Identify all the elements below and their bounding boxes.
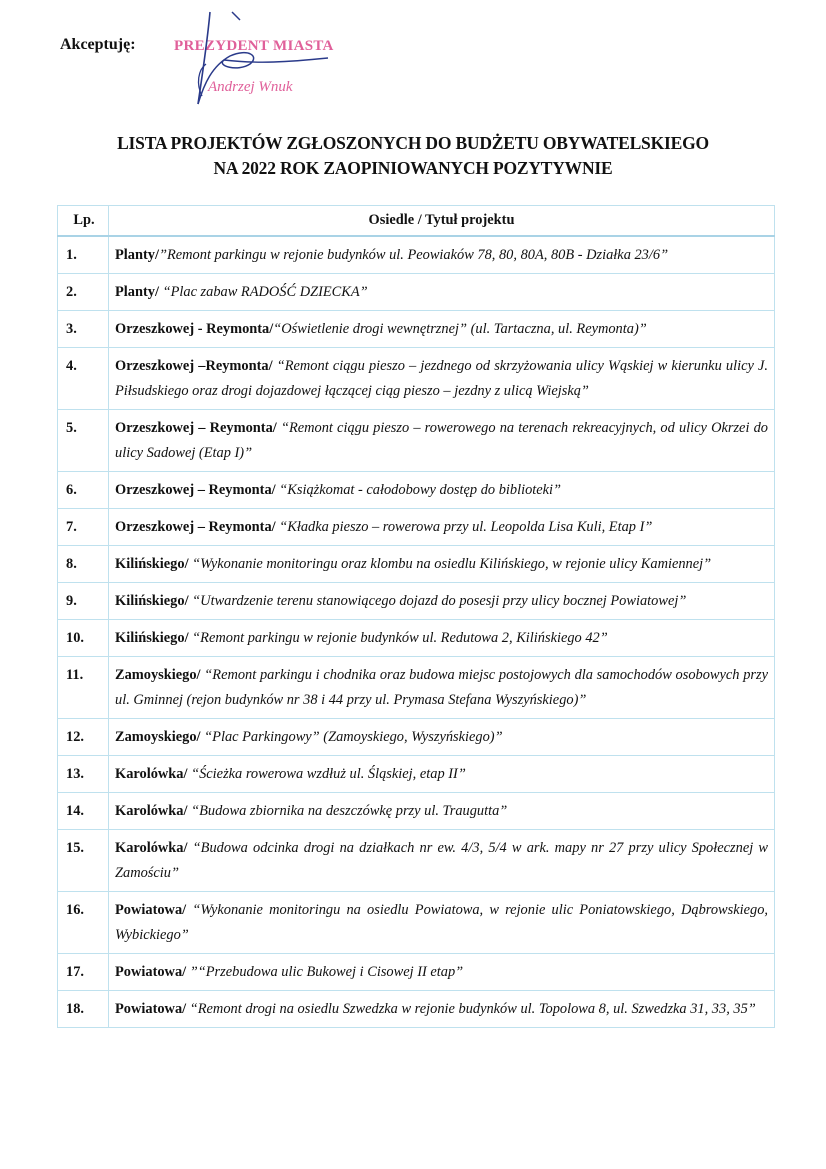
estate-name: Planty/ [115,284,159,300]
table-row [58,991,775,1028]
mayor-stamp [168,4,368,114]
row-description [109,756,775,793]
row-description [109,830,775,892]
row-description [109,583,775,620]
table-row [58,410,775,472]
row-number: 18. [58,991,109,1028]
estate-name: Kilińskiego/ [115,630,189,646]
estate-name: Orzeszkowej –Reymonta/ [115,358,273,374]
stamp-name: Andrzej Wnuk [208,79,293,95]
project-title: “Budowa zbiornika na deszczówkę przy ul. Traugutta” [187,803,508,819]
project-title: “Książkomat - całodobowy dostęp do biblioteki” [275,482,562,498]
table-body [58,236,775,1028]
row-number: 17. [58,954,109,991]
row-description [109,657,775,719]
project-title: “Remont ciągu pieszo – rowerowego na terenach rekreacyjnych, od ulicy Okrzei do ulicy Sadowej (Etap I)” [115,420,768,461]
row-number: 13. [58,756,109,793]
row-description [109,546,775,583]
estate-name: Karolówka/ [115,766,188,782]
row-number: 9. [58,583,109,620]
table-row [58,657,775,719]
row-number: 5. [58,410,109,472]
table-row [58,954,775,991]
estate-name: Powiatowa/ [115,1001,187,1017]
header-lp: Lp. [58,206,109,237]
project-title: “Plac Parkingowy” (Zamoyskiego, Wyszyńskiego)” [200,729,503,745]
project-title: “Remont drogi na osiedlu Szwedzka w rejonie budynków ul. Topolowa 8, ul. Szwedzka 31, 33, 35” [186,1001,756,1017]
document-title-line1: LISTA PROJEKTÓW ZGŁOSZONYCH DO BUDŻETU OBYWATELSKIEGO [117,133,709,153]
table-row [58,274,775,311]
project-title: “Wykonanie monitoringu na osiedlu Powiatowa, w rejonie ulic Poniatowskiego, Dąbrowskiego, Wybickiego” [115,902,768,943]
estate-name: Planty/ [115,247,159,263]
project-title: “Kładka pieszo – rowerowa przy ul. Leopolda Lisa Kuli, Etap I” [275,519,653,535]
table-row [58,583,775,620]
row-number: 8. [58,546,109,583]
row-description [109,472,775,509]
stamp-title: PREZYDENT MIASTA [174,38,334,54]
project-title: ”Remont parkingu w rejonie budynków ul. Peowiaków 78, 80, 80A, 80B - Działka 23/6” [158,247,669,263]
project-title: “Utwardzenie terenu stanowiącego dojazd do posesji przy ulicy bocznej Powiatowej” [188,593,687,609]
row-description [109,236,775,274]
estate-name: Kilińskiego/ [115,593,189,609]
table-row [58,793,775,830]
table-row [58,472,775,509]
estate-name: Orzeszkowej – Reymonta/ [115,420,277,436]
row-description [109,793,775,830]
estate-name: Powiatowa/ [115,902,187,918]
row-description [109,410,775,472]
row-description [109,991,775,1028]
approval-label: Akceptuję: [60,36,136,53]
project-title: “Remont parkingu w rejonie budynków ul. Redutowa 2, Kilińskiego 42” [188,630,608,646]
table-row [58,311,775,348]
table-row [58,756,775,793]
row-description [109,954,775,991]
project-title: “Ścieżka rowerowa wzdłuż ul. Śląskiej, etap II” [187,766,466,782]
estate-name: Orzeszkowej - Reymonta/ [115,321,274,337]
table-row [58,236,775,274]
table-row [58,348,775,410]
header-estate-title: Osiedle / Tytuł projektu [109,206,775,237]
row-number: 14. [58,793,109,830]
table-row [58,719,775,756]
row-number: 1. [58,236,109,274]
handwritten-signature [168,4,368,114]
row-number: 3. [58,311,109,348]
row-description [109,348,775,410]
document-title-line2: NA 2022 ROK ZAOPINIOWANYCH POZYTYWNIE [213,158,613,178]
row-number: 2. [58,274,109,311]
row-number: 16. [58,892,109,954]
estate-name: Karolówka/ [115,840,188,856]
row-number: 15. [58,830,109,892]
table-header-row [58,206,775,237]
projects-table [57,205,775,1028]
row-number: 10. [58,620,109,657]
table-row [58,546,775,583]
project-title: “Oświetlenie drogi wewnętrznej” (ul. Tartaczna, ul. Reymonta)” [273,321,647,337]
table-row [58,509,775,546]
estate-name: Zamoyskiego/ [115,667,201,683]
row-number: 11. [58,657,109,719]
row-description [109,311,775,348]
row-number: 6. [58,472,109,509]
project-title: “Wykonanie monitoringu oraz klombu na osiedlu Kilińskiego, w rejonie ulicy Kamiennej” [188,556,712,572]
estate-name: Powiatowa/ [115,964,187,980]
table-row [58,830,775,892]
row-description [109,719,775,756]
estate-name: Zamoyskiego/ [115,729,201,745]
row-number: 7. [58,509,109,546]
estate-name: Orzeszkowej – Reymonta/ [115,482,276,498]
project-title: “Remont parkingu i chodnika oraz budowa miejsc postojowych dla samochodów osobowych przy ul. Gminnej (rejon budynków nr 38 i 44 przy ul. Prymasa Stefana Wyszyńskiego)” [115,667,768,708]
row-number: 12. [58,719,109,756]
table-row [58,620,775,657]
row-description [109,620,775,657]
project-title: ”“Przebudowa ulic Bukowej i Cisowej II etap” [186,964,464,980]
row-description [109,274,775,311]
project-title: “Plac zabaw RADOŚĆ DZIECKA” [158,284,368,300]
row-number: 4. [58,348,109,410]
estate-name: Orzeszkowej – Reymonta/ [115,519,276,535]
project-title: “Budowa odcinka drogi na działkach nr ew. 4/3, 5/4 w ark. mapy nr 27 przy ulicy Społecznej w Zamościu” [115,840,768,881]
row-description [109,509,775,546]
estate-name: Kilińskiego/ [115,556,189,572]
table-row [58,892,775,954]
row-description [109,892,775,954]
project-title: “Remont ciągu pieszo – jezdnego od skrzyżowania ulicy Wąskiej w kierunku ulicy J. Piłsudskiego oraz drogi dojazdowej łączącej ciąg pieszo – jezdny z ulicą Wiejską” [115,358,768,399]
estate-name: Karolówka/ [115,803,188,819]
